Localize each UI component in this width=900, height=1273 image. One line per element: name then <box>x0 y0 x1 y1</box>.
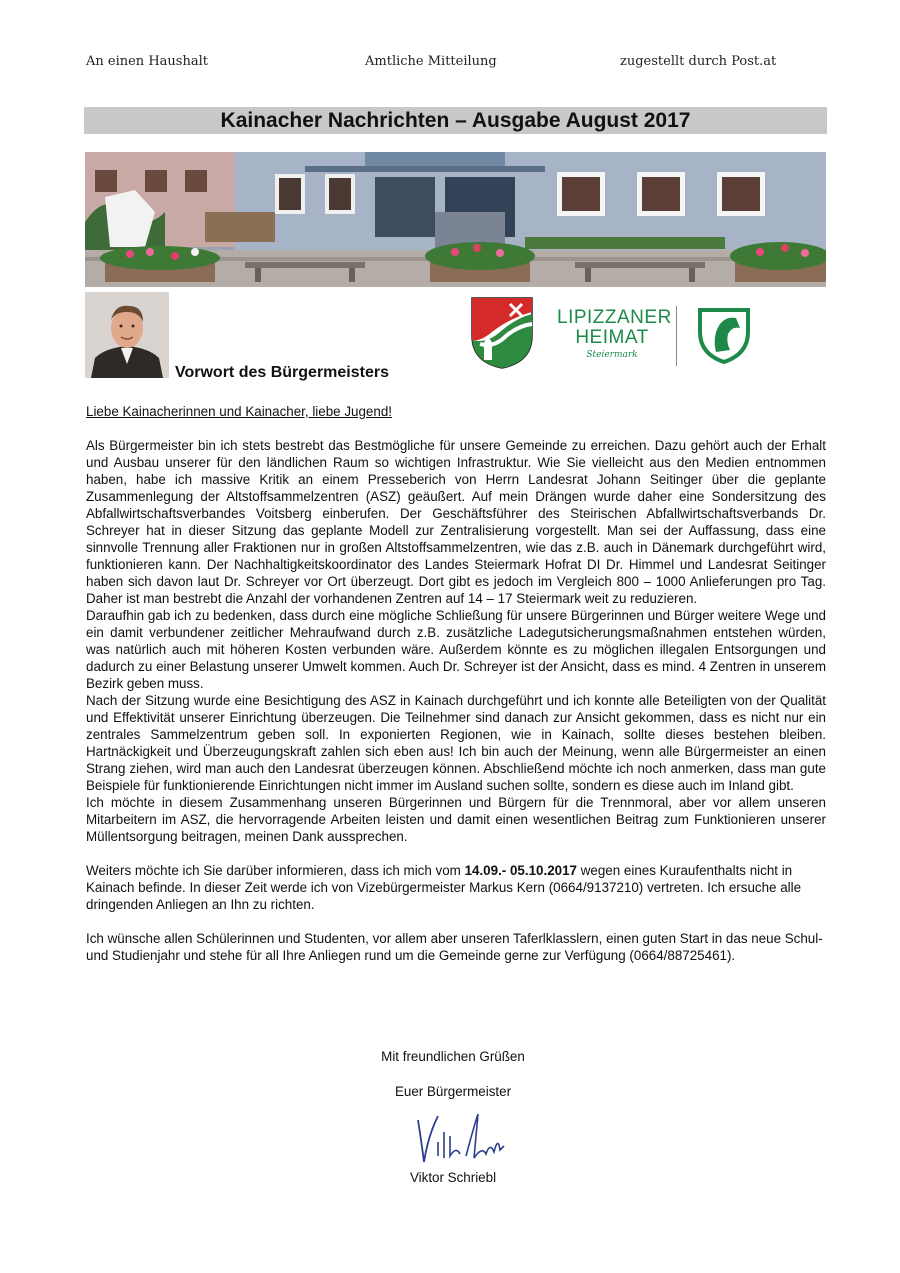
handwritten-signature <box>404 1106 514 1168</box>
closing-role: Euer Bürgermeister <box>394 1084 512 1099</box>
town-hall-photo <box>85 152 826 287</box>
newsletter-title: Kainacher Nachrichten – Ausgabe August 2017 <box>84 107 827 134</box>
letter-paragraph: Nach der Sitzung wurde eine Besichtigung des ASZ in Kainach durchgeführt und ich konnte alle Beteiligten von der Qualität und Effektivität unserer Einrichtung überzeugen. Die Teilnehmer sind danach zur Ansicht gekommen, dass es nicht nur ein zentrales Sammelzentrum geben soll. In exponierten Regionen, wie in Kainach, sollte dieses bestehen bleiben. Hartnäckigkeit und Überzeugungskraft zahlen sich eben aus! Ich bin auch der Meinung, wenn alle Bürgermeister an einen Strang ziehen, wird man auch den Landesrat überzeugen können. Abschließend möchte ich noch anmerken, dass man gute Beispiele für funktionierende Einrichtungen nicht immer im Ausland suchen sollte, sondern es diese auch im Inland gibt. <box>86 693 826 793</box>
section-heading: Vorwort des Bürgermeisters <box>175 364 389 381</box>
logo-strip <box>470 296 766 376</box>
header-notice: Amtliche Mitteilung <box>365 54 497 69</box>
absence-intro: Weiters möchte ich Sie darüber informieren, dass ich mich vom <box>86 863 465 878</box>
header-recipient: An einen Haushalt <box>86 54 208 69</box>
salutation: Liebe Kainacherinnen und Kainacher, liebe Jugend! <box>86 404 392 419</box>
signer-name: Viktor Schriebl <box>409 1170 497 1185</box>
mayor-portrait <box>85 292 169 378</box>
absence-paragraph <box>86 862 826 913</box>
letter-paragraph: Ich möchte in diesem Zusammenhang unseren Bürgerinnen und Bürgern für die Trennmoral, aber vor allem unseren Mitarbeitern im ASZ, die hervorragende Arbeiten leisten und damit einen wesentlichen Beitrag zum Funktionieren unserer Müllentsorgung beitragen, meinen Dank aussprechen. <box>86 795 826 844</box>
distribution-header <box>86 54 786 74</box>
logo-line-3: Steiermark <box>586 350 638 360</box>
absence-rest: wegen eines Kuraufenthalts nicht in Kainach befinde. In dieser Zeit werde ich von Vizebürgermeister Markus Kern (0664/9137210) vertreten. Ich ersuche alle dringenden Anliegen an Ihn zu richten. <box>86 863 802 912</box>
horse-head-icon <box>696 306 752 364</box>
absence-dates: 14.09.- 05.10.2017 <box>464 863 577 878</box>
municipal-crest-icon <box>470 296 534 370</box>
lipizzaner-heimat-logo <box>557 307 672 362</box>
header-delivery: zugestellt durch Post.at <box>620 54 777 69</box>
logo-divider <box>676 306 677 366</box>
logo-line-1: LIPIZZANER <box>557 307 672 328</box>
wishes-paragraph: Ich wünsche allen Schülerinnen und Studenten, vor allem aber unseren Taferlklasslern, einen guten Start in das neue Schul- und Studienjahr und stehe für all Ihre Anliegen rund um die Gemeinde gerne zur Verfügung (0664/88725461). <box>86 931 823 963</box>
logo-line-2: HEIMAT <box>575 327 649 348</box>
town-hall-illustration <box>85 152 826 287</box>
letter-body <box>86 403 826 964</box>
closing-greeting: Mit freundlichen Grüßen <box>381 1049 525 1064</box>
letter-paragraph: Daraufhin gab ich zu bedenken, dass durch eine mögliche Schließung für unsere Bürgerinnen und Bürger weitere Wege und ein damit verbundener zeitlicher Mehraufwand durch z.B. zusätzliche Ladegutsicherungsmaßnahmen entstehen würden, was natürlich auch mit höheren Kosten verbunden wäre. Außerdem könnte es zu möglichen illegalen Entsorgungen und dadurch zu einer Belastung unserer Umwelt kommen. Auch Dr. Schreyer ist der Ansicht, dass es mind. 4 Zentren in unserem Bezirk geben muss. <box>86 608 826 691</box>
letter-paragraph: Als Bürgermeister bin ich stets bestrebt das Bestmögliche für unsere Gemeinde zu erreichen. Dazu gehört auch der Erhalt und Ausbau unserer für den ländlichen Raum so wichtigen Infrastruktur. Wie Sie vielleicht aus den Medien entnommen haben, habe ich massive Kritik an einem Presseberich von Herrn Landesrat Johann Seitinger über die geplante Zusammenlegung der Altstoffsammelzentren (ASZ) geäußert. Auf mein Drängen wurde daher eine Sondersitzung des Abfallwirtschaftsverbandes Voitsberg einberufen. Der Geschäftsführer des Steirischen Abfallwirtschaftsverbands Dr. Schreyer hat in dieser Sitzung das geplante Modell zur Zentralisierung vorgestellt. Man sei der Auffassung, dass eine sinnvolle Trennung aller Fraktionen nur in großen Altstoffsammelzentren, wie das z.B. auch in Dänemark durchgeführt wird, funktionieren kann. Der Nachhaltigkeitskoordinator des Landes Steiermark Hofrat DI Dr. Himmel und Landesrat Seitinger haben sich davon laut Dr. Schreyer vor Ort überzeugt. Dort gibt es jedoch im Vergleich 800 – 1000 Anlieferungen pro Tag. Daher ist man bestrebt die Anzahl der vorhandenen Zentren auf 14 – 17 Steiermark weit zu reduzieren. <box>86 438 826 606</box>
mayor-photo-illustration <box>85 292 169 378</box>
